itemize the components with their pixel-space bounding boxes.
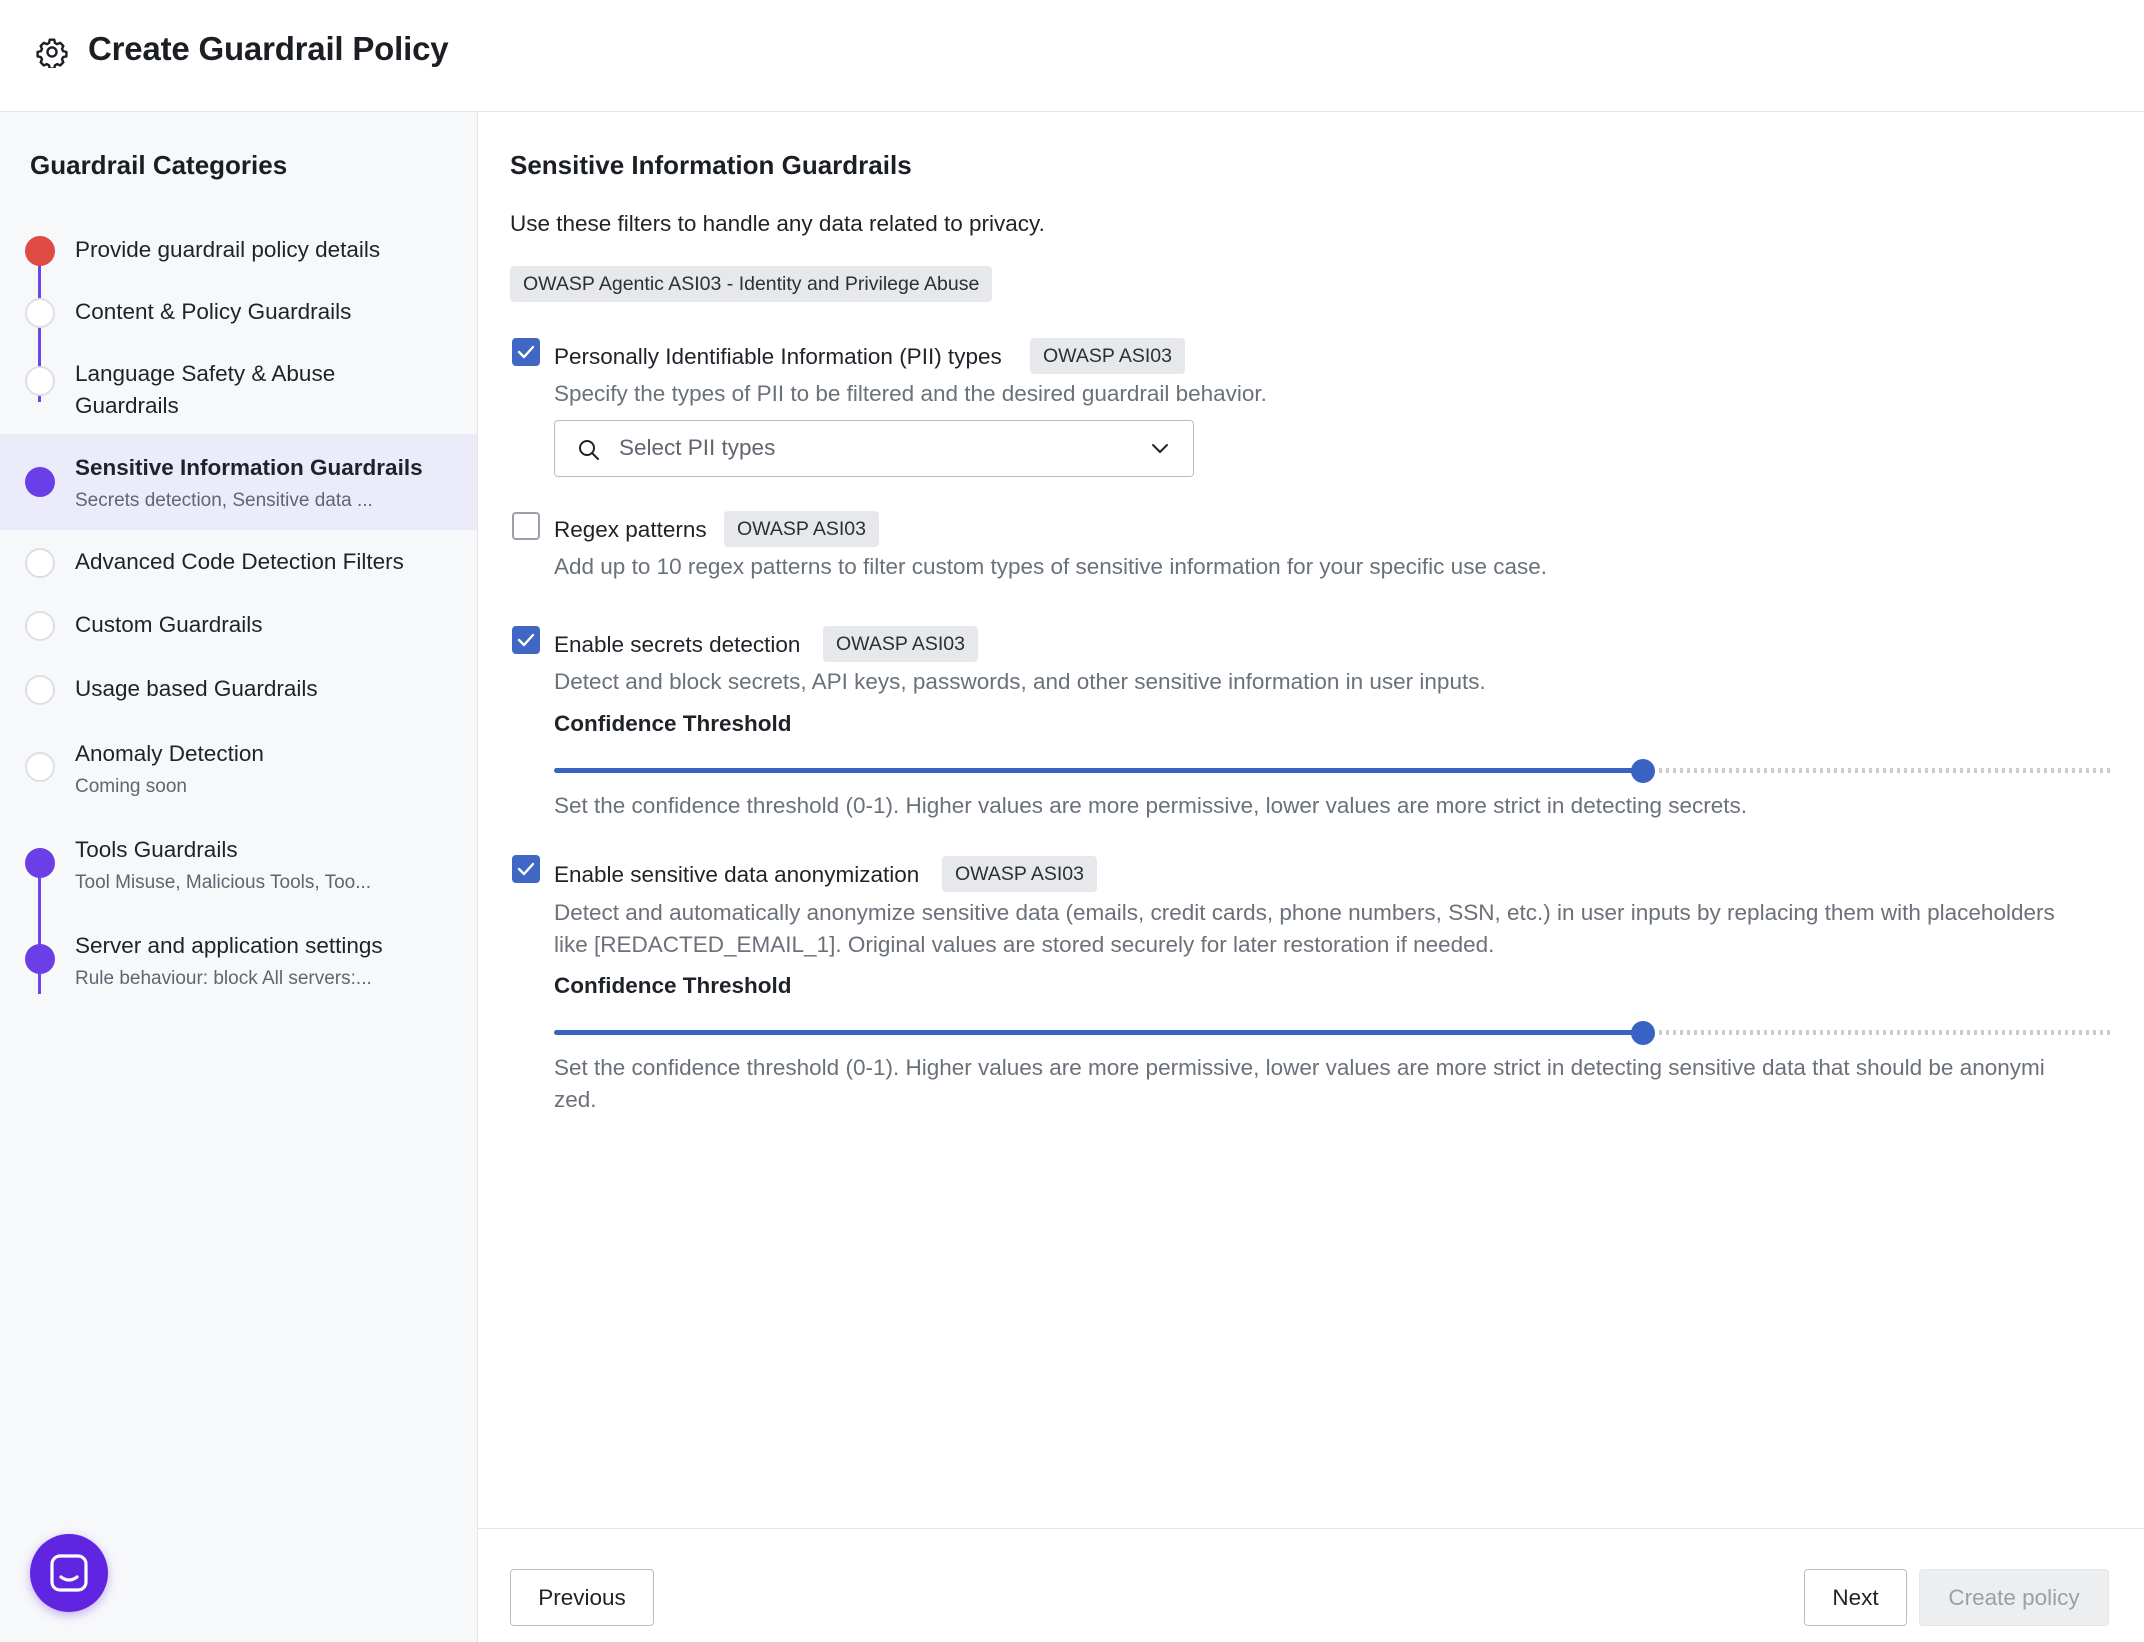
anonymization-label: Enable sensitive data anonymization	[554, 862, 920, 887]
slider-thumb[interactable]	[1631, 759, 1655, 783]
anonymization-threshold-help-line2: zed.	[554, 1087, 597, 1112]
check-icon	[517, 344, 535, 360]
page-title: Create Guardrail Policy	[88, 30, 449, 67]
pii-help: Specify the types of PII to be filtered and the desired guardrail behavior.	[554, 381, 1267, 406]
wizard-footer	[478, 1528, 2144, 1642]
anonymization-checkbox[interactable]	[512, 855, 540, 883]
step-sublabel: Secrets detection, Sensitive data ...	[75, 490, 373, 511]
previous-button[interactable]: Previous	[510, 1569, 654, 1626]
sidebar-step-tools[interactable]	[0, 818, 477, 914]
step-sublabel: Rule behaviour: block All servers:...	[75, 968, 372, 989]
sidebar-title: Guardrail Categories	[30, 150, 288, 180]
step-label: Custom Guardrails	[75, 612, 263, 637]
slider-track	[1659, 1030, 2110, 1035]
step-label: Language Safety & Abuse Guardrails	[75, 361, 336, 418]
check-icon	[517, 861, 535, 877]
search-icon	[577, 438, 601, 462]
step-sublabel: Tool Misuse, Malicious Tools, Too...	[75, 872, 372, 893]
chat-launcher-button[interactable]	[30, 1534, 108, 1612]
category-tag: OWASP Agentic ASI03 - Identity and Privilege Abuse	[510, 266, 992, 302]
step-pending-icon	[25, 752, 55, 782]
regex-help: Add up to 10 regex patterns to filter custom types of sensitive information for your specific use case.	[554, 554, 1547, 579]
step-label: Content & Policy Guardrails	[75, 299, 352, 324]
secrets-checkbox[interactable]	[512, 626, 540, 654]
anonymization-help-line2: like [REDACTED_EMAIL_1]. Original values are stored securely for later restoration if needed.	[554, 932, 1495, 957]
gear-icon	[36, 36, 68, 68]
secrets-threshold-label: Confidence Threshold	[554, 711, 792, 736]
step-done-icon	[25, 944, 55, 974]
secrets-tag: OWASP ASI03	[823, 626, 978, 662]
sidebar-step-language-safety[interactable]	[0, 342, 477, 434]
slider-thumb[interactable]	[1631, 1021, 1655, 1045]
section-description: Use these filters to handle any data related to privacy.	[510, 211, 1045, 236]
step-pending-icon	[25, 366, 55, 396]
sidebar-step-anomaly[interactable]	[0, 722, 477, 818]
step-pending-icon	[25, 298, 55, 328]
anonymization-threshold-help-line1: Set the confidence threshold (0-1). Higher values are more permissive, lower values are more strict in detecting sensitive data that should be anonymi	[554, 1055, 2045, 1080]
step-error-icon	[25, 236, 55, 266]
step-pending-icon	[25, 611, 55, 641]
sidebar-step-sensitive-info[interactable]	[0, 434, 477, 530]
secrets-threshold-help: Set the confidence threshold (0-1). Higher values are more permissive, lower values are more strict in detecting secrets.	[554, 793, 1748, 818]
anonymization-threshold-slider[interactable]	[554, 1021, 2110, 1045]
check-icon	[517, 632, 535, 648]
pii-types-select[interactable]	[554, 420, 1194, 477]
sidebar-step-policy-details[interactable]	[0, 218, 477, 280]
step-label: Tools Guardrails	[75, 837, 238, 862]
step-label: Server and application settings	[75, 933, 383, 958]
step-done-icon	[25, 848, 55, 878]
regex-checkbox[interactable]	[512, 512, 540, 540]
sidebar-step-custom[interactable]	[0, 594, 477, 658]
main-content	[478, 112, 2144, 1528]
step-label: Anomaly Detection	[75, 741, 264, 766]
create-policy-button[interactable]: Create policy	[1919, 1569, 2109, 1626]
regex-label: Regex patterns	[554, 517, 707, 542]
slider-track	[1659, 768, 2110, 773]
pii-label: Personally Identifiable Information (PII) types	[554, 344, 1002, 369]
sidebar-step-code-detection[interactable]	[0, 530, 477, 594]
section-title: Sensitive Information Guardrails	[510, 150, 912, 180]
step-active-icon	[25, 467, 55, 497]
step-label: Advanced Code Detection Filters	[75, 549, 404, 574]
regex-tag: OWASP ASI03	[724, 511, 879, 547]
next-button[interactable]: Next	[1804, 1569, 1907, 1626]
step-label: Sensitive Information Guardrails	[75, 455, 423, 480]
secrets-label: Enable secrets detection	[554, 632, 801, 657]
sidebar-step-server-settings[interactable]	[0, 914, 477, 1010]
pii-tag: OWASP ASI03	[1030, 338, 1185, 374]
step-label: Provide guardrail policy details	[75, 237, 381, 262]
step-pending-icon	[25, 548, 55, 578]
pii-select-placeholder: Select PII types	[619, 435, 776, 460]
chevron-down-icon	[1151, 443, 1169, 455]
pii-checkbox[interactable]	[512, 338, 540, 366]
slider-fill	[554, 768, 1643, 773]
sidebar-step-content-policy[interactable]	[0, 280, 477, 342]
sidebar-step-usage[interactable]	[0, 658, 477, 722]
step-pending-icon	[25, 675, 55, 705]
chat-icon	[49, 1553, 89, 1593]
step-label: Usage based Guardrails	[75, 676, 318, 701]
anonymization-help-line1: Detect and automatically anonymize sensitive data (emails, credit cards, phone numbers, SSN, etc.) in user inputs by replacing them with placeholders	[554, 900, 2055, 925]
sidebar	[0, 112, 478, 1642]
anonymization-threshold-label: Confidence Threshold	[554, 973, 792, 998]
secrets-help: Detect and block secrets, API keys, passwords, and other sensitive information in user inputs.	[554, 669, 1486, 694]
step-sublabel: Coming soon	[75, 776, 187, 797]
secrets-threshold-slider[interactable]	[554, 759, 2110, 783]
slider-fill	[554, 1030, 1643, 1035]
anonymization-tag: OWASP ASI03	[942, 856, 1097, 892]
page-header	[0, 0, 2144, 112]
